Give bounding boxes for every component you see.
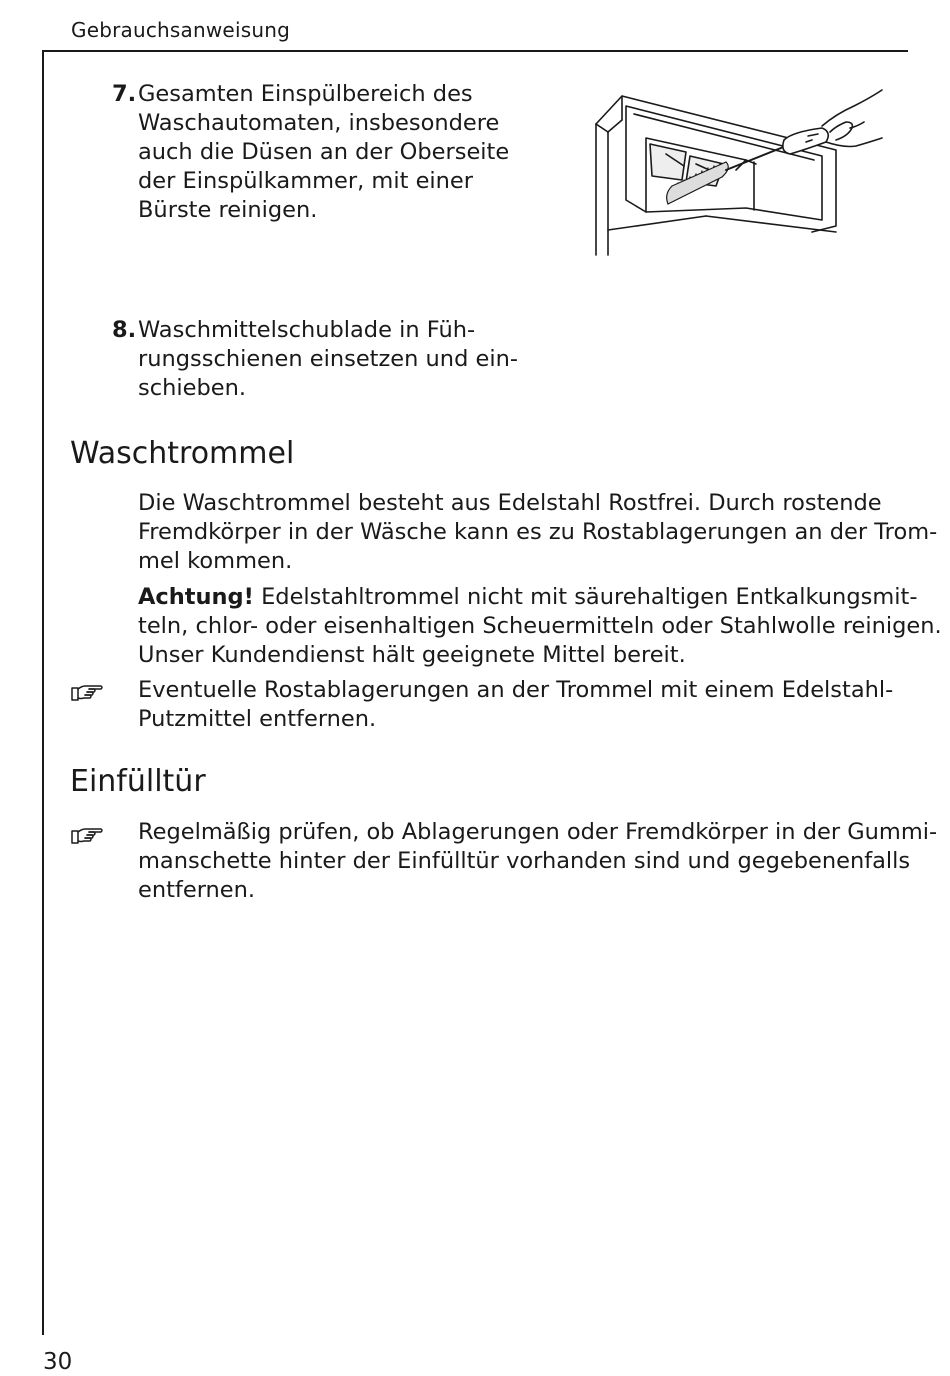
step-text: Gesamten Einspülbereich des Waschautomaten, insbesondere auch die Düsen an der Oberseite der Einspülkammer, mit einer Bürste reinigen. (138, 81, 510, 223)
step-number: 8. (112, 317, 137, 343)
waschtrommel-description: Die Waschtrommel besteht aus Edelstahl Rostfrei. Durch rostende Fremdkörper in der Wäsche kann es zu Rostablagerungen an der Trom- mel kommen. (138, 490, 938, 574)
step-8 (112, 316, 518, 403)
section-heading-einfuelltuer: Einfülltür (70, 764, 206, 799)
step-number: 7. (112, 81, 137, 107)
drawer-cleaning-illustration (586, 80, 886, 260)
einfuelltuer-tip: Regelmäßig prüfen, ob Ablagerungen oder Fremdkörper in der Gummi- manschette hinter der Einfülltür vorhanden sind und gegebenenfalls entfernen. (138, 819, 938, 903)
pointing-hand-icon (70, 682, 104, 704)
waschtrommel-tip: Eventuelle Rostablagerungen an der Trommel mit einem Edelstahl- Putzmittel entfernen. (138, 677, 894, 732)
running-header: Gebrauchsanweisung (71, 18, 290, 42)
step-text: Waschmittelschublade in Füh- rungsschienen einsetzen und ein- schieben. (138, 317, 518, 401)
pointing-hand-icon (70, 825, 104, 847)
section-heading-waschtrommel: Waschtrommel (70, 436, 295, 471)
margin-rule (42, 50, 44, 1335)
warning-label: Achtung! (138, 584, 254, 610)
header-rule (43, 50, 908, 52)
step-7 (112, 80, 509, 225)
page-number: 30 (43, 1349, 73, 1375)
waschtrommel-warning: Achtung! Edelstahltrommel nicht mit säurehaltigen Entkalkungsmit- teln, chlor- oder eisenhaltigen Scheuermitteln oder Stahlwolle reinigen. Unser Kundendienst hält geeignete Mittel bereit. (138, 584, 942, 668)
